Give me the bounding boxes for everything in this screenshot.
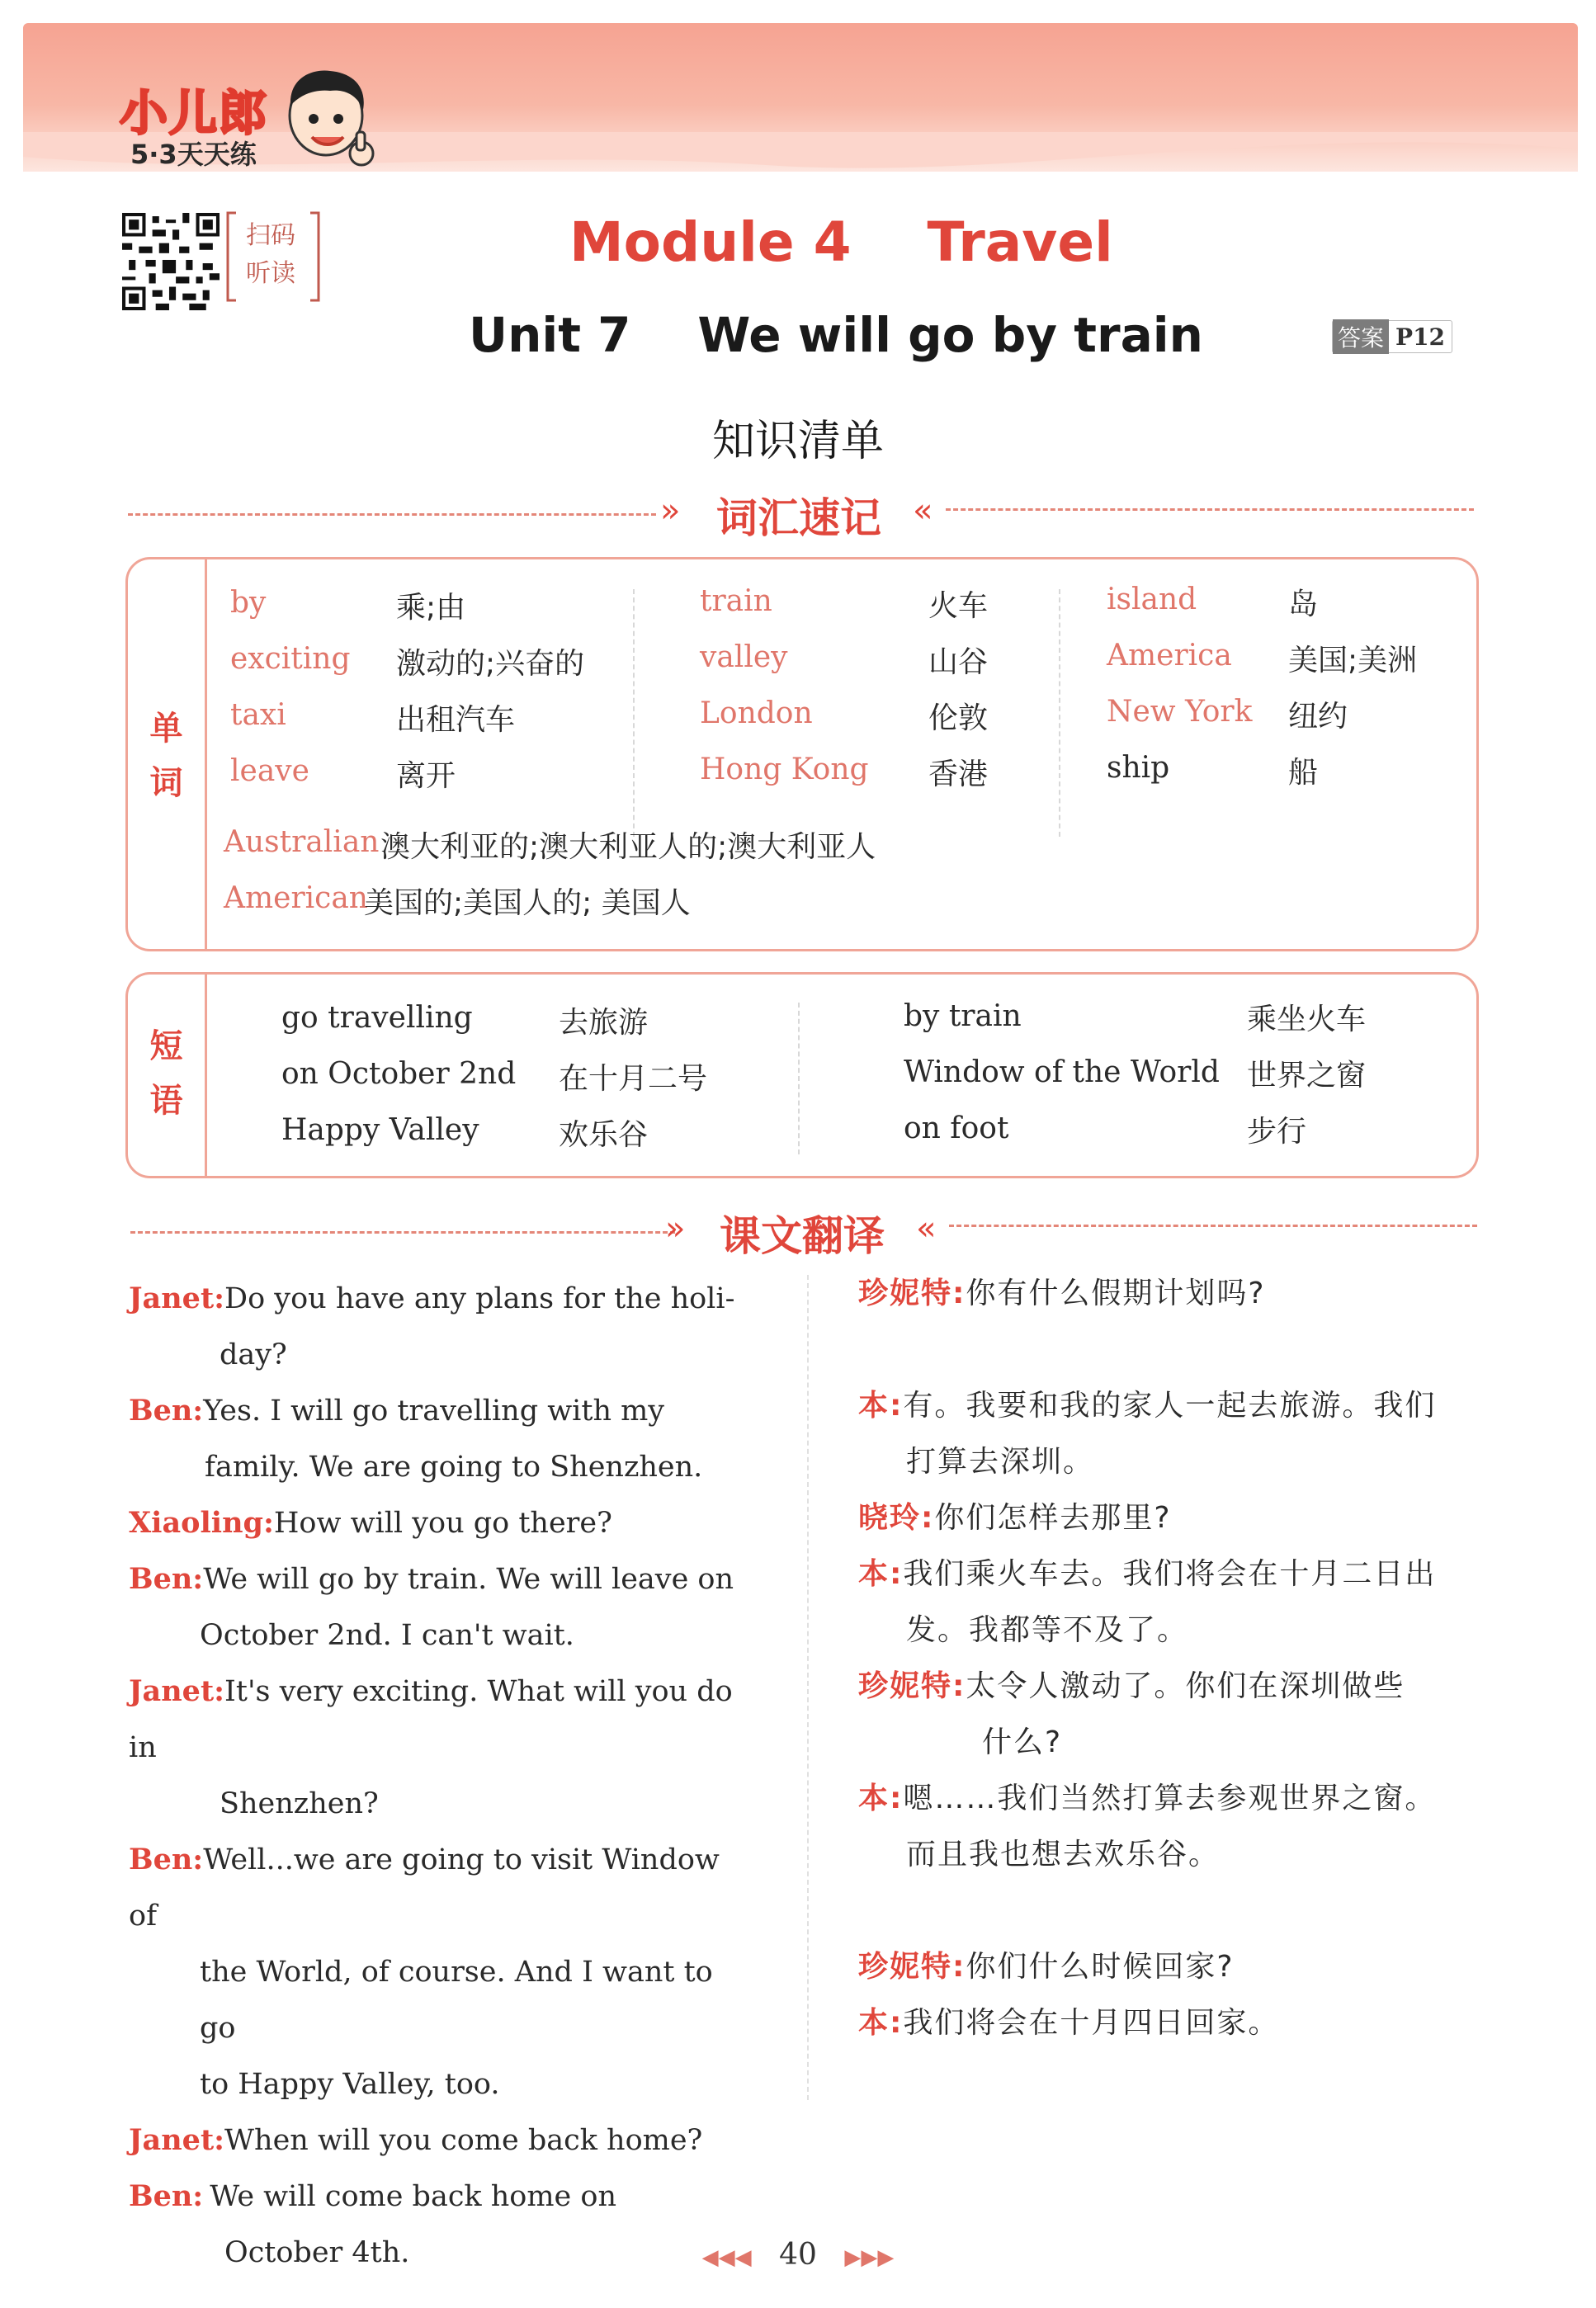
line-continuation: 而且我也想去欢乐谷。 (906, 1838, 1221, 1871)
divider-left (128, 513, 656, 516)
word-cn: 离开 (396, 759, 456, 793)
word-en: New York (1107, 695, 1253, 729)
word-cn: 美国的;美国人的; 美国人 (364, 886, 691, 920)
dialogue-line (129, 1664, 756, 1776)
phrase-cn: 在十月二号 (559, 1062, 708, 1096)
line-text: 你们怎样去那里? (934, 1501, 1172, 1535)
line-continuation: October 2nd. I can't wait. (200, 1619, 574, 1652)
word-cn: 山谷 (928, 645, 989, 679)
line-text: 有。我要和我的家人一起去旅游。我们 (903, 1389, 1437, 1423)
phrases-tab (128, 975, 207, 1176)
word-en: train (700, 584, 772, 618)
answer-label: 答案 (1333, 319, 1389, 354)
phrase-cn: 去旅游 (559, 1006, 649, 1040)
line-text: 嗯……我们当然打算去参观世界之窗。 (903, 1782, 1437, 1815)
module-title: Module 4 Travel (569, 210, 1113, 274)
dialogue-line (858, 1771, 1502, 1827)
dialogue-line (129, 1495, 756, 1551)
next-page-arrows-icon[interactable]: ▶▶▶ (844, 2245, 895, 2270)
mascot-icon (281, 64, 375, 176)
speaker: Janet: (129, 1281, 225, 1315)
speaker: Ben: (129, 1394, 204, 1428)
vocab-section-title: 词汇速记 (716, 494, 881, 542)
unit-title: Unit 7 We will go by train (469, 307, 1203, 363)
phrases-tab-char-1: 短 (149, 1027, 183, 1065)
speaker: 本: (858, 2006, 904, 2040)
speaker: Janet: (129, 1674, 225, 1708)
dialogue-line (129, 2112, 756, 2169)
speaker: Ben: (129, 1562, 204, 1596)
word-cn: 出租汽车 (396, 703, 516, 737)
phrases-tab-char-2: 语 (149, 1082, 183, 1120)
dialogue-line (129, 1383, 756, 1439)
blank-line (858, 1322, 1502, 1378)
line-continuation: to Happy Valley, too. (200, 2068, 500, 2101)
phrase-en: Happy Valley (281, 1113, 479, 1147)
brand-logo: 小儿郎 (120, 85, 269, 141)
word-cn: 美国;美洲 (1288, 644, 1418, 677)
section-title: 知识清单 (711, 417, 884, 466)
line-text: 我们将会在十月四日回家。 (903, 2006, 1280, 2040)
dialogue-line (858, 1995, 1502, 2051)
line-text: 我们乘火车去。我们将会在十月二日出 (903, 1557, 1437, 1591)
line-continuation: the World, of course. And I want to go (200, 1956, 713, 2045)
word-cn: 伦敦 (928, 701, 989, 735)
blank-line (858, 1883, 1502, 1939)
words-tab (128, 559, 207, 949)
phrases-box (125, 972, 1479, 1178)
phrase-cn: 乘坐火车 (1247, 1003, 1367, 1036)
answer-reference[interactable] (1332, 320, 1452, 353)
line-continuation: 什么? (982, 1725, 1063, 1759)
word-en: island (1107, 583, 1197, 616)
speaker: Ben: (129, 2179, 204, 2213)
word-en: ship (1107, 751, 1170, 785)
word-en: valley (700, 640, 788, 674)
words-tab-char-2: 词 (149, 764, 183, 802)
double-chevron-left-icon: « (916, 1210, 937, 1248)
word-cn: 激动的;兴奋的 (396, 647, 585, 681)
phrase-en: on foot (904, 1112, 1009, 1145)
phrase-cn: 世界之窗 (1247, 1059, 1367, 1093)
word-en: leave (230, 754, 309, 788)
line-text: How will you go there? (273, 1507, 612, 1540)
dialogue-line (858, 1378, 1502, 1434)
word-en: London (700, 696, 813, 730)
divider-left (130, 1231, 675, 1234)
word-cn: 火车 (928, 589, 989, 623)
translation-section-title: 课文翻译 (720, 1212, 885, 1260)
phrase-en: go travelling (281, 1001, 473, 1035)
page-footer (0, 2238, 1596, 2272)
column-divider (633, 589, 635, 837)
line-text: When will you come back home? (224, 2124, 703, 2157)
scan-label-2: 听读 (246, 259, 295, 288)
speaker: 珍妮特: (858, 1669, 966, 1703)
answer-page: P12 (1395, 323, 1446, 351)
line-text: Well...we are going to visit Window of (129, 1843, 720, 1933)
words-box (125, 557, 1479, 951)
line-text: 你有什么假期计划吗? (966, 1277, 1266, 1310)
word-cn: 纽约 (1288, 700, 1348, 734)
line-continuation: Shenzhen? (220, 1787, 379, 1820)
dialogue-line (858, 1490, 1502, 1546)
speaker: 本: (858, 1389, 904, 1423)
line-text: Yes. I will go travelling with my (203, 1395, 665, 1428)
speaker: 本: (858, 1557, 904, 1591)
divider-right (949, 1225, 1477, 1227)
word-en: Australian (224, 825, 380, 859)
dialogue-line (129, 1271, 756, 1327)
dialogue-line (858, 1659, 1502, 1715)
speaker: 本: (858, 1782, 904, 1815)
word-en: by (230, 586, 267, 620)
word-en: America (1107, 639, 1232, 673)
word-en: American (224, 881, 368, 915)
dialogue-line (858, 1546, 1502, 1602)
speaker: Janet: (129, 2123, 225, 2157)
words-tab-char-1: 单 (149, 710, 183, 748)
dialogue-line (858, 1939, 1502, 1995)
word-cn: 岛 (1288, 588, 1319, 621)
prev-page-arrows-icon[interactable]: ◀◀◀ (701, 2245, 752, 2270)
speaker: 珍妮特: (858, 1950, 966, 1984)
page-number: 40 (779, 2238, 817, 2272)
double-chevron-left-icon: « (913, 492, 933, 530)
speaker: 珍妮特: (858, 1277, 966, 1310)
column-separator (807, 1275, 809, 2100)
word-cn: 香港 (928, 758, 989, 791)
dialogue-line (129, 1551, 756, 1607)
line-continuation: family. We are going to Shenzhen. (205, 1451, 703, 1484)
double-chevron-right-icon: » (665, 1210, 686, 1248)
divider-right (946, 508, 1474, 511)
phrase-en: by train (904, 999, 1022, 1033)
word-en: taxi (230, 698, 286, 732)
line-text: Do you have any plans for the holi- (224, 1282, 735, 1315)
phrase-cn: 步行 (1247, 1115, 1307, 1149)
qr-code-icon[interactable] (122, 213, 220, 310)
column-divider (1059, 589, 1060, 837)
double-chevron-right-icon: » (660, 492, 681, 530)
speaker: Xiaoling: (129, 1506, 274, 1540)
scan-label-1: 扫码 (246, 221, 295, 250)
line-text: It's very exciting. What will you do in (129, 1675, 733, 1764)
line-text: We will go by train. We will leave on (203, 1563, 734, 1596)
speaker: Ben: (129, 1843, 204, 1876)
line-text: 你们什么时候回家? (966, 1950, 1235, 1984)
scan-listen-button[interactable] (224, 210, 322, 304)
phrase-en: Window of the World (904, 1055, 1220, 1089)
line-continuation: October 4th. (224, 2236, 410, 2269)
line-text: 太令人激动了。你们在深圳做些 (966, 1669, 1405, 1703)
line-continuation: 发。我都等不及了。 (906, 1613, 1189, 1647)
dialogue-line (858, 1266, 1502, 1322)
speaker: 晓玲: (858, 1501, 935, 1535)
word-en: Hong Kong (700, 753, 869, 786)
phrase-en: on October 2nd (281, 1057, 517, 1091)
line-continuation: 打算去深圳。 (906, 1445, 1095, 1479)
word-cn: 澳大利亚的;澳大利亚人的;澳大利亚人 (380, 830, 876, 864)
dialogue-line (129, 2169, 756, 2225)
column-divider (798, 1003, 800, 1154)
phrase-cn: 欢乐谷 (559, 1118, 649, 1152)
english-dialogue (129, 1271, 756, 2281)
dialogue-line (129, 1832, 756, 1944)
word-en: exciting (230, 642, 351, 676)
word-cn: 船 (1288, 756, 1319, 790)
line-text: We will come back home on (210, 2180, 617, 2213)
series-name: 5·3天天练 (130, 139, 257, 170)
line-continuation: day? (220, 1338, 287, 1371)
chinese-dialogue (858, 1266, 1502, 2051)
word-cn: 乘;由 (396, 591, 466, 625)
